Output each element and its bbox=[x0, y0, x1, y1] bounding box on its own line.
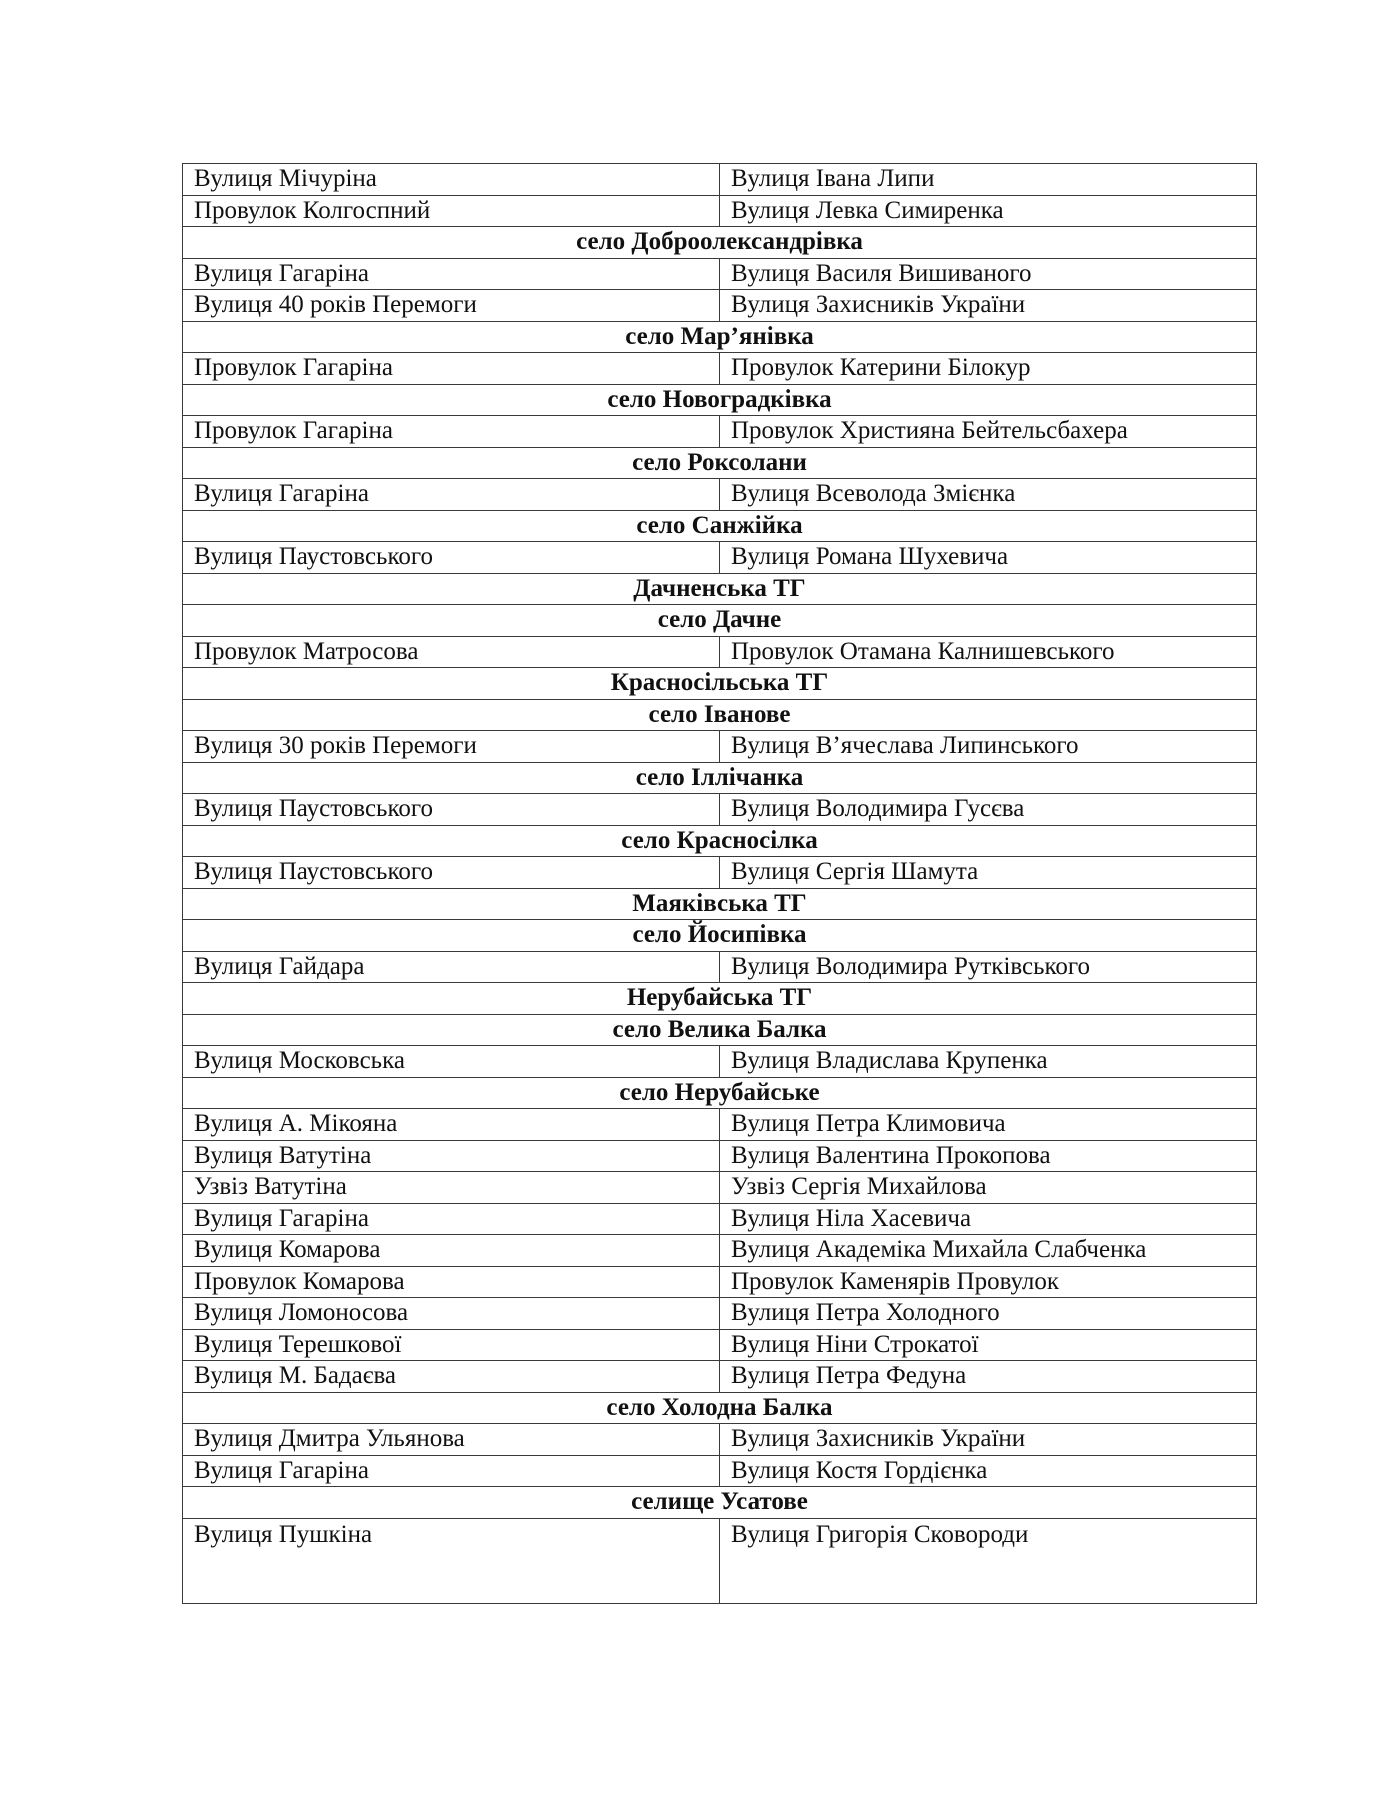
street-row bbox=[183, 1298, 1257, 1330]
new-street-name: Провулок Каменярів Провулок bbox=[720, 1266, 1257, 1298]
section-header-row bbox=[183, 227, 1257, 259]
street-row bbox=[183, 1140, 1257, 1172]
section-header: село Санжійка bbox=[183, 510, 1257, 542]
new-street-name: Провулок Християна Бейтельсбахера bbox=[720, 416, 1257, 448]
old-street-name: Провулок Комарова bbox=[183, 1266, 720, 1298]
old-street-name: Вулиця Гагаріна bbox=[183, 258, 720, 290]
section-header: село Красносілка bbox=[183, 825, 1257, 857]
street-row bbox=[183, 857, 1257, 889]
old-street-name: Вулиця Гагаріна bbox=[183, 1203, 720, 1235]
old-street-name: Провулок Гагаріна bbox=[183, 353, 720, 385]
old-street-name: Провулок Гагаріна bbox=[183, 416, 720, 448]
street-row bbox=[183, 1266, 1257, 1298]
old-street-name: Вулиця Московська bbox=[183, 1046, 720, 1078]
old-street-name: Вулиця Пушкіна bbox=[183, 1518, 720, 1603]
street-row bbox=[183, 1203, 1257, 1235]
section-header-row bbox=[183, 605, 1257, 637]
street-row bbox=[183, 1235, 1257, 1267]
street-row bbox=[183, 1046, 1257, 1078]
section-header-row bbox=[183, 1077, 1257, 1109]
section-header-row bbox=[183, 825, 1257, 857]
new-street-name: Провулок Катерини Білокур bbox=[720, 353, 1257, 385]
section-header-row bbox=[183, 573, 1257, 605]
section-header: село Доброолександрівка bbox=[183, 227, 1257, 259]
new-street-name: Вулиця В’ячеслава Липинського bbox=[720, 731, 1257, 763]
old-street-name: Вулиця Мічуріна bbox=[183, 164, 720, 196]
old-street-name: Вулиця Комарова bbox=[183, 1235, 720, 1267]
new-street-name: Вулиця Івана Липи bbox=[720, 164, 1257, 196]
section-header-row bbox=[183, 762, 1257, 794]
section-header-row bbox=[183, 447, 1257, 479]
street-row bbox=[183, 164, 1257, 196]
street-row bbox=[183, 290, 1257, 322]
old-street-name: Вулиця 40 років Перемоги bbox=[183, 290, 720, 322]
new-street-name: Вулиця Всеволода Змієнка bbox=[720, 479, 1257, 511]
old-street-name: Вулиця Гайдара bbox=[183, 951, 720, 983]
section-header-row bbox=[183, 888, 1257, 920]
section-header: село Нерубайське bbox=[183, 1077, 1257, 1109]
street-row bbox=[183, 542, 1257, 574]
section-header-row bbox=[183, 668, 1257, 700]
new-street-name: Вулиця Ніни Строкатої bbox=[720, 1329, 1257, 1361]
section-header-row bbox=[183, 920, 1257, 952]
old-street-name: Вулиця Паустовського bbox=[183, 794, 720, 826]
new-street-name: Вулиця Левка Симиренка bbox=[720, 195, 1257, 227]
new-street-name: Провулок Отамана Калнишевського bbox=[720, 636, 1257, 668]
section-header: село Холодна Балка bbox=[183, 1392, 1257, 1424]
new-street-name: Вулиця Петра Климовича bbox=[720, 1109, 1257, 1141]
street-row bbox=[183, 353, 1257, 385]
section-header: Маяківська ТГ bbox=[183, 888, 1257, 920]
street-row bbox=[183, 258, 1257, 290]
section-header: село Новоградківка bbox=[183, 384, 1257, 416]
section-header: село Мар’янівка bbox=[183, 321, 1257, 353]
old-street-name: Вулиця М. Бадаєва bbox=[183, 1361, 720, 1393]
old-street-name: Узвіз Ватутіна bbox=[183, 1172, 720, 1204]
section-header-row bbox=[183, 510, 1257, 542]
street-row bbox=[183, 479, 1257, 511]
section-header: село Дачне bbox=[183, 605, 1257, 637]
street-row bbox=[183, 1424, 1257, 1456]
old-street-name: Вулиця Гагаріна bbox=[183, 479, 720, 511]
section-header-row bbox=[183, 1392, 1257, 1424]
street-row bbox=[183, 636, 1257, 668]
new-street-name: Вулиця Академіка Михайла Слабченка bbox=[720, 1235, 1257, 1267]
old-street-name: Вулиця 30 років Перемоги bbox=[183, 731, 720, 763]
section-header-row bbox=[183, 1014, 1257, 1046]
street-row bbox=[183, 1361, 1257, 1393]
new-street-name: Вулиця Костя Гордієнка bbox=[720, 1455, 1257, 1487]
section-header-row bbox=[183, 983, 1257, 1015]
old-street-name: Вулиця Дмитра Ульянова bbox=[183, 1424, 720, 1456]
street-row bbox=[183, 1518, 1257, 1603]
section-header: село Роксолани bbox=[183, 447, 1257, 479]
street-row bbox=[183, 794, 1257, 826]
street-table-body bbox=[183, 164, 1257, 1604]
old-street-name: Провулок Колгоспний bbox=[183, 195, 720, 227]
new-street-name: Вулиця Валентина Прокопова bbox=[720, 1140, 1257, 1172]
old-street-name: Вулиця Гагаріна bbox=[183, 1455, 720, 1487]
old-street-name: Вулиця А. Мікояна bbox=[183, 1109, 720, 1141]
new-street-name: Вулиця Григорія Сковороди bbox=[720, 1518, 1257, 1603]
section-header: Дачненська ТГ bbox=[183, 573, 1257, 605]
section-header-row bbox=[183, 699, 1257, 731]
street-row bbox=[183, 195, 1257, 227]
new-street-name: Вулиця Петра Федуна bbox=[720, 1361, 1257, 1393]
section-header-row bbox=[183, 384, 1257, 416]
new-street-name: Вулиця Владислава Крупенка bbox=[720, 1046, 1257, 1078]
new-street-name: Вулиця Володимира Рутківського bbox=[720, 951, 1257, 983]
old-street-name: Вулиця Паустовського bbox=[183, 857, 720, 889]
new-street-name: Вулиця Сергія Шамута bbox=[720, 857, 1257, 889]
old-street-name: Вулиця Ломоносова bbox=[183, 1298, 720, 1330]
street-row bbox=[183, 731, 1257, 763]
new-street-name: Вулиця Петра Холодного bbox=[720, 1298, 1257, 1330]
old-street-name: Вулиця Ватутіна bbox=[183, 1140, 720, 1172]
new-street-name: Вулиця Романа Шухевича bbox=[720, 542, 1257, 574]
old-street-name: Вулиця Терешкової bbox=[183, 1329, 720, 1361]
street-row bbox=[183, 1172, 1257, 1204]
section-header: селище Усатове bbox=[183, 1487, 1257, 1519]
old-street-name: Вулиця Паустовського bbox=[183, 542, 720, 574]
street-renaming-table bbox=[182, 163, 1257, 1604]
street-row bbox=[183, 1329, 1257, 1361]
section-header: село Йосипівка bbox=[183, 920, 1257, 952]
section-header-row bbox=[183, 1487, 1257, 1519]
section-header: Нерубайська ТГ bbox=[183, 983, 1257, 1015]
street-row bbox=[183, 416, 1257, 448]
section-header-row bbox=[183, 321, 1257, 353]
street-row bbox=[183, 1109, 1257, 1141]
old-street-name: Провулок Матросова bbox=[183, 636, 720, 668]
new-street-name: Вулиця Захисників України bbox=[720, 1424, 1257, 1456]
section-header: село Іванове bbox=[183, 699, 1257, 731]
new-street-name: Вулиця Ніла Хасевича bbox=[720, 1203, 1257, 1235]
street-row bbox=[183, 951, 1257, 983]
section-header: село Велика Балка bbox=[183, 1014, 1257, 1046]
new-street-name: Узвіз Сергія Михайлова bbox=[720, 1172, 1257, 1204]
new-street-name: Вулиця Захисників України bbox=[720, 290, 1257, 322]
new-street-name: Вулиця Василя Вишиваного bbox=[720, 258, 1257, 290]
section-header: село Іллічанка bbox=[183, 762, 1257, 794]
section-header: Красносільська ТГ bbox=[183, 668, 1257, 700]
street-row bbox=[183, 1455, 1257, 1487]
new-street-name: Вулиця Володимира Гусєва bbox=[720, 794, 1257, 826]
